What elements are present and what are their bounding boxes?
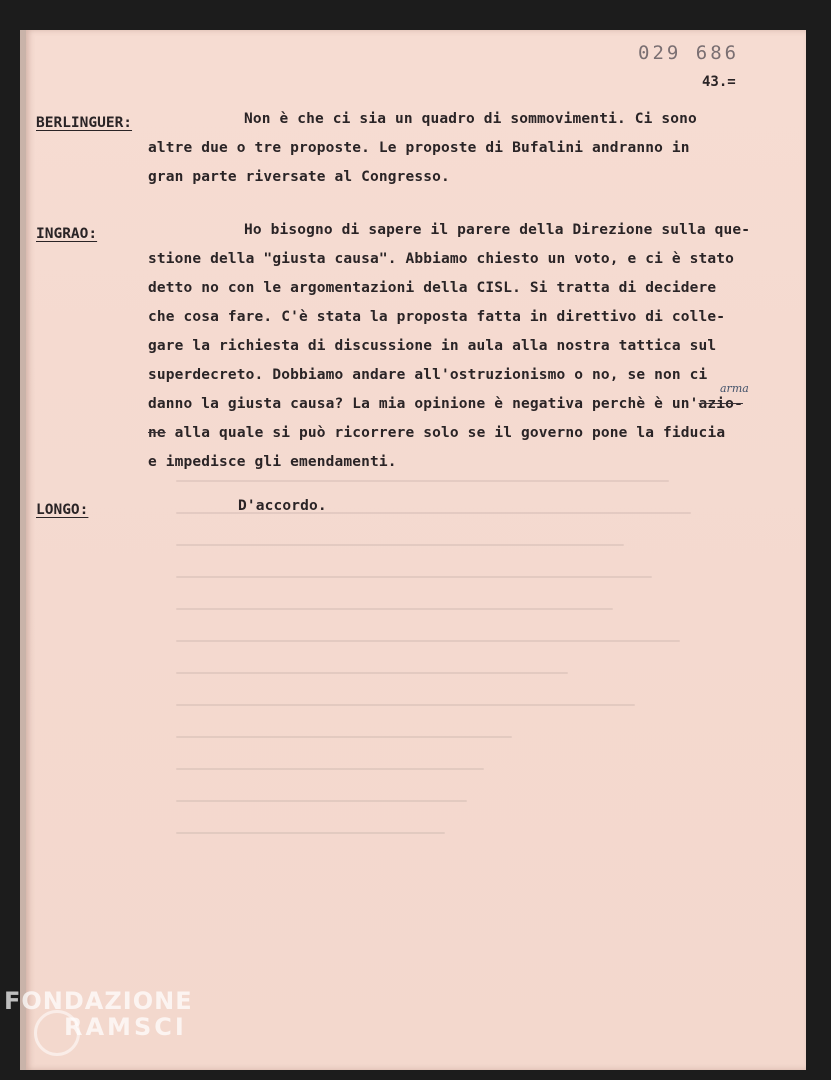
archive-number: 029 686	[638, 42, 740, 64]
speech-line: gran parte riversate al Congresso.	[148, 169, 450, 185]
speech-longo	[238, 492, 327, 521]
speech-line: altre due o tre proposte. Le proposte di Bufalini andranno in	[148, 140, 690, 156]
bleed-through-marks	[176, 480, 736, 960]
speaker-ingrao: INGRAO:	[36, 226, 98, 242]
handwritten-correction: arma	[720, 382, 749, 395]
page-number: 43.=	[702, 74, 736, 90]
watermark	[4, 988, 193, 1040]
speech-line: Ho bisogno di sapere il parere della Direzione sulla que-	[244, 222, 751, 238]
speech-berlinguer	[148, 105, 697, 192]
speech-line: gare la richiesta di discussione in aula alla nostra tattica sul	[148, 338, 717, 354]
struck-text: ne	[148, 425, 166, 441]
speech-line: stione della "giusta causa". Abbiamo chiesto un voto, e ci è stato	[148, 251, 735, 267]
speech-line: Non è che ci sia un quadro di sommovimenti. Ci sono	[244, 111, 697, 127]
speaker-berlinguer: BERLINGUER:	[36, 115, 133, 131]
speech-line: e impedisce gli emendamenti.	[148, 454, 397, 470]
speech-line-text: danno la giusta causa? La mia opinione è negativa perchè è un'	[148, 396, 699, 412]
struck-text: azio-	[698, 396, 743, 412]
speech-line	[148, 390, 750, 419]
speech-line	[148, 419, 750, 448]
speech-line: detto no con le argomentazioni della CISL. Si tratta di decidere	[148, 280, 717, 296]
speech-ingrao	[148, 216, 750, 477]
document-page	[26, 30, 806, 1070]
speech-line-text: alla quale si può ricorrere solo se il governo pone la fiducia	[174, 425, 726, 441]
watermark-line: RAMSCI	[64, 1013, 187, 1041]
speech-line: che cosa fare. C'è stata la proposta fatta in direttivo di colle-	[148, 309, 726, 325]
speech-line: superdecreto. Dobbiamo andare all'ostruzionismo o no, se non ci	[148, 367, 708, 383]
watermark-line: FONDAZIONE	[4, 987, 193, 1015]
speaker-longo: LONGO:	[36, 502, 89, 518]
speech-line: D'accordo.	[238, 498, 327, 514]
